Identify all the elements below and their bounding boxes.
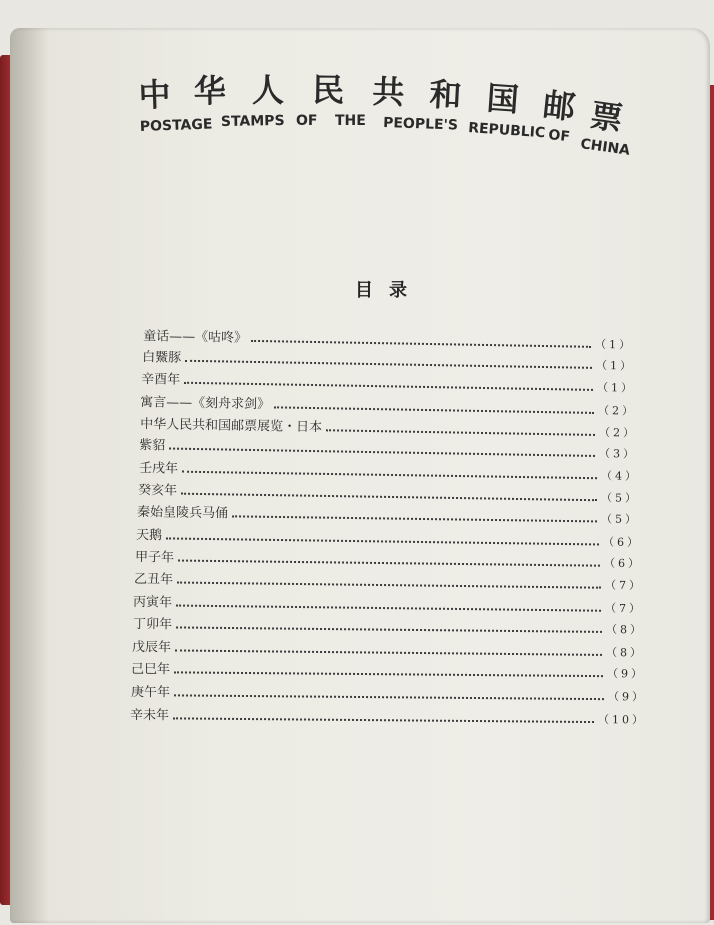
- toc-entry-page: （3）: [598, 447, 638, 461]
- toc-entry-page: （8）: [605, 622, 645, 637]
- toc-entry-page: （5）: [600, 512, 640, 527]
- toc-dot-leader: [177, 582, 601, 589]
- toc-entry-page: （1）: [596, 380, 636, 395]
- toc-entry-page: （10）: [597, 713, 647, 727]
- toc-dot-leader: [169, 448, 595, 457]
- toc-dot-leader: [251, 340, 591, 348]
- toc-entry-title: 癸亥年: [138, 483, 178, 499]
- toc-entry-page: （9）: [606, 667, 646, 681]
- toc-entry-title: 乙丑年: [134, 572, 174, 588]
- toc-entry: [130, 703, 646, 728]
- toc-heading: 目录: [355, 280, 423, 301]
- toc-dot-leader: [182, 471, 597, 480]
- title-cn-char: 华: [193, 71, 227, 111]
- title-en-word: THE: [335, 113, 366, 129]
- title-cn-char: 共: [371, 72, 406, 112]
- toc-entry: [131, 657, 645, 681]
- toc-entry: [131, 680, 646, 704]
- title-cn-char: 和: [428, 75, 463, 115]
- toc-dot-leader: [173, 717, 594, 723]
- toc-entry: [134, 567, 643, 593]
- toc-dot-leader: [175, 649, 602, 655]
- toc-entry-page: （2）: [597, 403, 637, 418]
- toc-entry-page: （4）: [600, 469, 640, 483]
- toc-entry-title: 紫貂: [139, 438, 166, 454]
- toc-entry-title: 辛未年: [130, 708, 170, 724]
- toc-dot-leader: [166, 537, 599, 545]
- toc-entry-page: （7）: [604, 578, 644, 593]
- title-en-word: POSTAGE: [139, 116, 213, 135]
- toc-entry-title: 丙寅年: [133, 595, 173, 611]
- toc-entry: [132, 635, 644, 660]
- toc-dot-leader: [176, 626, 602, 632]
- toc-dot-leader: [232, 515, 597, 522]
- toc-dot-leader: [181, 493, 597, 502]
- toc-entry-title: 壬戌年: [139, 461, 179, 477]
- toc-dot-leader: [326, 429, 595, 436]
- title-cn-char: 人: [251, 71, 285, 109]
- title-en-word: OF: [296, 113, 318, 129]
- toc-entry-title: 寓言——《刻舟求剑》: [140, 395, 271, 413]
- toc-entry-title: 庚午年: [131, 685, 171, 701]
- toc-dot-leader: [174, 694, 604, 700]
- toc-entry-title: 童话——《咕咚》: [143, 329, 248, 346]
- title-en-word: OF: [547, 127, 571, 146]
- toc-entry-page: （8）: [605, 645, 645, 660]
- title-cn-char: 中: [137, 75, 172, 115]
- toc-dot-leader: [274, 406, 594, 414]
- toc-entry-title: 丁卯年: [133, 617, 173, 633]
- title-en-word: CHINA: [579, 136, 631, 159]
- title-en-word: REPUBLIC: [467, 120, 546, 142]
- toc-entry-title: 甲子年: [135, 550, 175, 566]
- toc-dot-leader: [184, 382, 593, 391]
- toc-entry-page: （5）: [600, 491, 640, 505]
- toc-entry-page: （6）: [603, 556, 643, 571]
- toc-entry-title: 中华人民共和国邮票展览・日本: [140, 417, 323, 436]
- toc-entry-title: 白鱀豚: [142, 350, 182, 366]
- toc-entry-page: （6）: [602, 535, 642, 550]
- title-cn-char: 票: [588, 96, 626, 139]
- toc-entry-page: （9）: [607, 690, 647, 704]
- toc-entry-page: （7）: [604, 601, 644, 616]
- toc-dot-leader: [174, 671, 603, 677]
- title-cn-char: 民: [311, 70, 345, 110]
- toc-entry-title: 辛酉年: [141, 372, 181, 388]
- toc-entry-title: 天鹅: [136, 528, 163, 544]
- title-en-word: STAMPS: [220, 112, 285, 130]
- toc-entry-title: 己巳年: [131, 662, 171, 678]
- toc-dot-leader: [176, 605, 601, 612]
- toc-entry-title: 戊辰年: [132, 640, 172, 656]
- title-cn-char: 国: [485, 78, 521, 120]
- toc-entry-page: （2）: [598, 426, 638, 440]
- title-cn-char: 邮: [541, 85, 578, 127]
- toc-dot-leader: [185, 360, 592, 369]
- toc-entry-title: 秦始皇陵兵马俑: [137, 505, 229, 522]
- toc-entry: [133, 612, 644, 637]
- toc-entry-page: （1）: [594, 337, 634, 352]
- toc-entry-page: （1）: [595, 358, 635, 373]
- title-en-word: PEOPLE'S: [382, 115, 459, 134]
- toc-dot-leader: [178, 560, 600, 567]
